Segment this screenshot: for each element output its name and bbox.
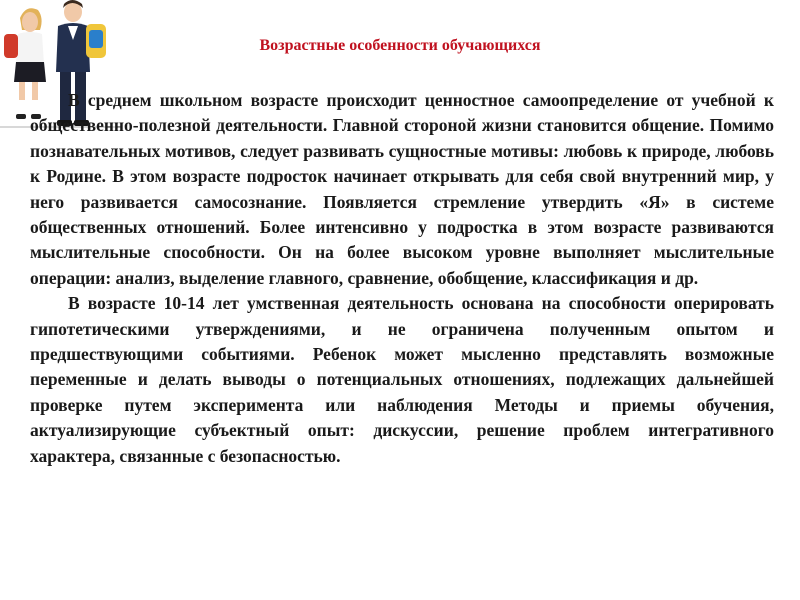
paragraph-1: В среднем школьном возрасте происходит ценностное самоопределение от учебной к общественно-полезной деятельности. Главной стороной жизни становится общение. Помимо познавательных мотивов, следует развивать сущностные мотивы: любовь к природе, любовь к Родине. В этом возрасте подросток начинает открывать для себя свой внутренний мир, у него развивается самосознание. Появляется стремление утвердить «Я» в системе общественных отношений. Более интенсивно у подростка в этом возрасте развиваются мыслительные способности. Он на более высоком уровне выполняет мыслительные операции: анализ, выделение главного, сравнение, обобщение, классификация и др.	[30, 90, 774, 288]
paragraph-2: В возрасте 10-14 лет умственная деятельность основана на способности оперировать гипотетическими утверждениями, и не ограничена полученным опытом и предшествующими событиями. Ребенок может мысленно представлять возможные переменные и делать выводы о потенциальных отношениях, подлежащих дальнейшей проверке путем эксперимента или наблюдения Методы и приемы обучения, актуализирующие субъектный опыт: дискуссии, решение проблем интегративного характера, связанные с безопасностью.	[30, 293, 774, 466]
slide-body	[30, 88, 774, 469]
slide-title: Возрастные особенности обучающихся	[259, 37, 541, 54]
